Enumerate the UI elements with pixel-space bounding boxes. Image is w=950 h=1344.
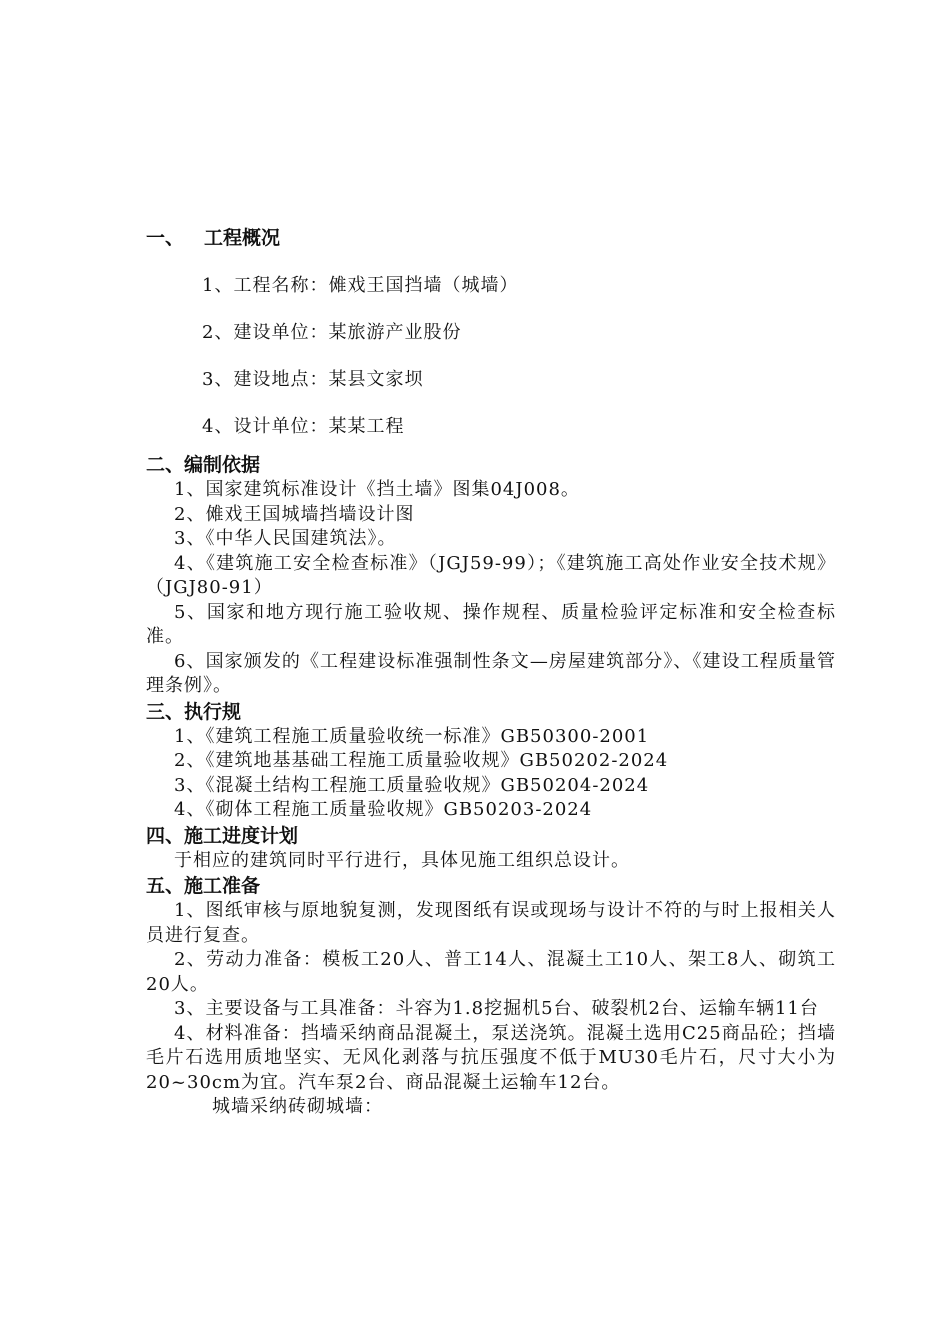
basis-item: 6、国家颁发的《工程建设标准强制性条文—房屋建筑部分》、《建设工程质量管理条例》。 [146,650,836,696]
prep-item: 3、主要设备与工具准备：斗容为1.8挖掘机5台、破裂机2台、运输车辆11台 [174,998,819,1019]
section-4-heading: 四、施工进度计划 [146,824,299,847]
section-1-heading [146,222,836,254]
standard-item: 1、《建筑工程施工质量验收统一标准》GB50300-2001 [174,725,650,747]
section-1-title: 工程概况 [204,227,281,249]
section-5-heading: 五、施工准备 [146,875,261,897]
section-3-heading: 三、执行规 [146,700,242,723]
section-1-number: 一、 [146,227,185,249]
prep-item: 1、图纸审核与原地貌复测，发现图纸有误或现场与设计不符的与时上报相关人员进行复查。 [146,900,836,946]
basis-item: 4、《建筑施工安全检查标准》（JGJ59-99）；《建筑施工高处作业安全技术规》（JGJ80-91） [146,552,836,598]
document-body [146,222,836,1120]
designer: 4、设计单位：某某工程 [202,416,405,437]
prep-item: 2、劳动力准备：模板工20人、普工14人、混凝土工10人、架工8人、砌筑工20人。 [146,949,836,995]
standard-item: 2、《建筑地基基础工程施工质量验收规》GB50202-2024 [174,750,669,771]
basis-item: 5、国家和地方现行施工验收规、操作规程、质量检验评定标准和安全检查标准。 [146,601,836,647]
client: 2、建设单位：某旅游产业股份 [202,322,462,343]
basis-item: 2、傩戏王国城墙挡墙设计图 [174,503,415,525]
basis-item: 1、国家建筑标准设计《挡土墙》图集04J008。 [174,479,580,500]
standard-item: 3、《混凝土结构工程施工质量验收规》GB50204-2024 [174,774,650,796]
schedule-text: 于相应的建筑同时平行进行，具体见施工组织总设计。 [174,849,630,871]
location: 3、建设地点：某县文家坝 [202,369,424,390]
basis-item: 3、《中华人民国建筑法》。 [174,528,397,549]
wall-note: 城墙采纳砖砌城墙： [212,1096,383,1117]
project-name: 1、工程名称：傩戏王国挡墙（城墙） [202,275,519,296]
prep-item: 4、材料准备：挡墙采纳商品混凝土，泵送浇筑。混凝土选用C25商品砼；挡墙毛片石选用质地坚实、无风化剥落与抗压强度不低于MU30毛片石，尺寸大小为20~30cm为宜。汽车泵2台、商品混凝土运输车12台。 [146,1022,836,1093]
section-2-heading: 二、编制依据 [146,454,261,476]
standard-item: 4、《砌体工程施工质量验收规》GB50203-2024 [174,799,593,820]
